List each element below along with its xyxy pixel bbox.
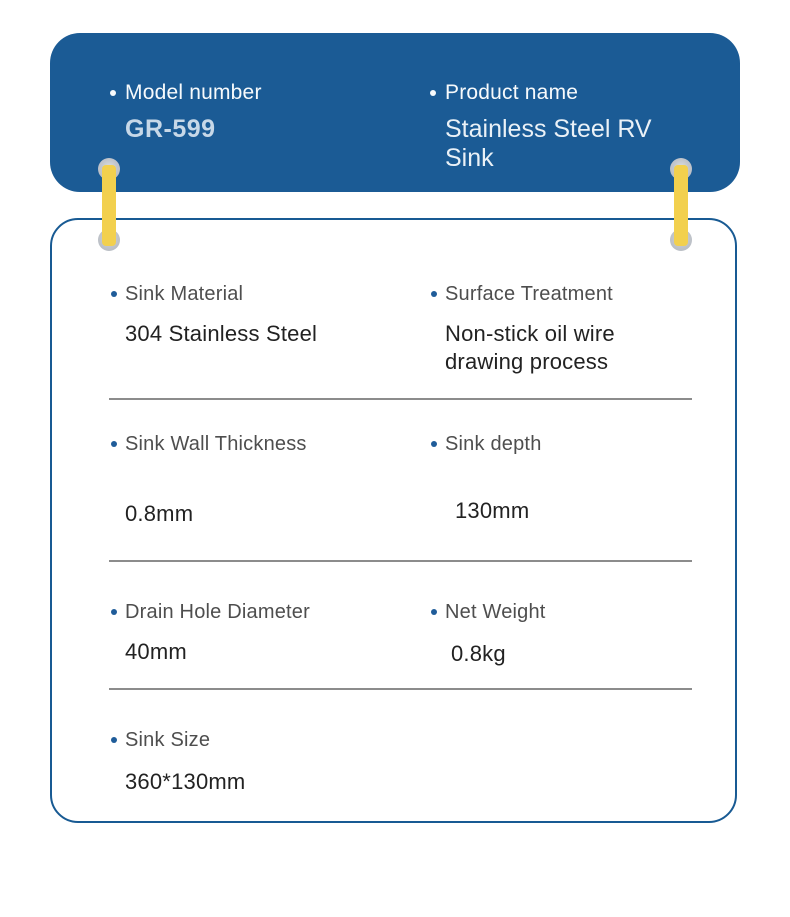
- header-model-number: [125, 80, 262, 144]
- spec-sink-size: [125, 728, 245, 796]
- spec-value: 360*130mm: [125, 769, 246, 794]
- spec-value: 40mm: [125, 639, 187, 664]
- spec-value: 304 Stainless Steel: [125, 321, 318, 346]
- bullet-icon: [431, 441, 437, 447]
- header-product-name: [445, 80, 695, 173]
- spec-label: [445, 432, 542, 456]
- row-divider: [109, 560, 692, 562]
- spec-label: [125, 600, 310, 624]
- bullet-icon: [111, 737, 117, 743]
- spec-value: 0.8mm: [125, 501, 194, 526]
- spec-label: [125, 282, 317, 306]
- spec-value: Non-stick oil wire drawing process: [445, 321, 615, 374]
- spec-label-text: Sink Size: [125, 729, 211, 751]
- spec-sink-material: [125, 282, 317, 348]
- bullet-icon: [111, 441, 117, 447]
- header-panel: [50, 33, 740, 192]
- bullet-icon: [431, 291, 437, 297]
- bullet-icon: [111, 609, 117, 615]
- header-product-name-value: Stainless Steel RV Sink: [445, 115, 652, 172]
- bullet-icon: [111, 291, 117, 297]
- header-model-number-label: [125, 80, 262, 106]
- spec-sink-wall-thickness: [125, 432, 307, 528]
- spec-sink-depth: [445, 432, 542, 525]
- spec-label-text: Surface Treatment: [445, 283, 613, 305]
- row-divider: [109, 688, 692, 690]
- spec-label: [125, 728, 245, 752]
- spec-label-text: Sink Wall Thickness: [125, 433, 307, 455]
- bullet-icon: [430, 90, 436, 96]
- spec-card: [50, 218, 737, 823]
- spec-label: [125, 432, 307, 456]
- header-product-name-label: [445, 80, 695, 106]
- row-divider: [109, 398, 692, 400]
- spec-label: [445, 282, 670, 306]
- connector-pin-right-icon: [669, 158, 693, 254]
- spec-surface-treatment: [445, 282, 670, 376]
- bullet-icon: [110, 90, 116, 96]
- spec-value: 130mm: [455, 498, 530, 523]
- spec-drain-hole-diameter: [125, 600, 310, 666]
- spec-label-text: Sink depth: [445, 433, 542, 455]
- connector-pin-left-icon: [97, 158, 121, 254]
- spec-label-text: Sink Material: [125, 283, 244, 305]
- pin-bar-icon: [674, 165, 688, 246]
- header-model-number-value: GR-599: [125, 115, 216, 143]
- header-model-number-label-text: Model number: [125, 81, 262, 104]
- spec-label-text: Net Weight: [445, 601, 546, 623]
- spec-label-text: Drain Hole Diameter: [125, 601, 310, 623]
- spec-value: 0.8kg: [451, 641, 506, 666]
- pin-bar-icon: [102, 165, 116, 246]
- header-product-name-label-text: Product name: [445, 81, 579, 104]
- spec-net-weight: [445, 600, 546, 668]
- bullet-icon: [431, 609, 437, 615]
- spec-label: [445, 600, 546, 624]
